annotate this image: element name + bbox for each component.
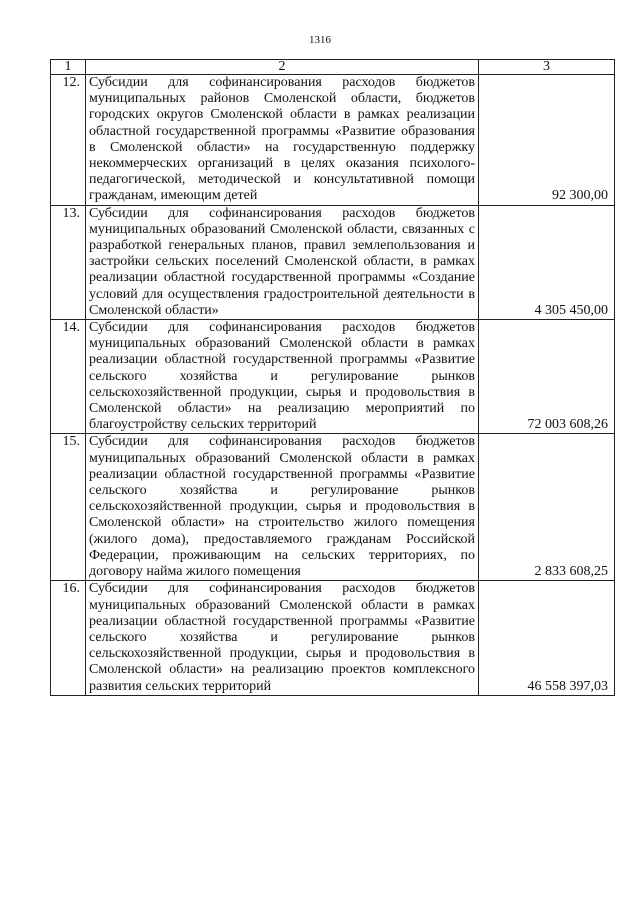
row-description: Субсидии для софинансирования расходов бюджетов муниципальных образований Смоленской области в рамках реализации областной государственной программы «Развитие сельского хозяйства и регулирование рынков сельскохозяйственной продукции, сырья и продовольствия в Смоленской области» на строительство жилого помещения (жилого дома), предоставляемого гражданам Российской Федерации, проживающим на сельских территориях, по договору найма жилого помещения [86, 434, 479, 581]
row-amount: 4 305 450,00 [479, 205, 615, 319]
row-description: Субсидии для софинансирования расходов бюджетов муниципальных районов Смоленской области, бюджетов городских округов Смоленской области в рамках реализации областной государственной программы «Развитие образования в Смоленской области» на государственную поддержку некоммерческих организаций в целях оказания психолого-педагогической, методической и консультативной помощи гражданам, имеющим детей [86, 75, 479, 206]
page-number: 1316 [309, 34, 331, 46]
row-description: Субсидии для софинансирования расходов бюджетов муниципальных образований Смоленской области в рамках реализации областной государственной программы «Развитие сельского хозяйства и регулирование рынков сельскохозяйственной продукции, сырья и продовольствия в Смоленской области» на реализацию мероприятий по благоустройству сельских территорий [86, 320, 479, 434]
row-number: 13. [51, 205, 86, 319]
column-header-2: 2 [86, 60, 479, 75]
table-row [51, 581, 615, 695]
column-header-1: 1 [51, 60, 86, 75]
table-row [51, 320, 615, 434]
row-amount: 72 003 608,26 [479, 320, 615, 434]
row-number: 16. [51, 581, 86, 695]
row-amount: 92 300,00 [479, 75, 615, 206]
table-row [51, 75, 615, 206]
row-amount: 46 558 397,03 [479, 581, 615, 695]
table-header-row [51, 60, 615, 75]
table-row [51, 205, 615, 319]
row-description: Субсидии для софинансирования расходов бюджетов муниципальных образований Смоленской области, связанных с разработкой генеральных планов, правил землепользования и застройки сельских поселений Смоленской области, в рамках реализации областной государственной программы «Создание условий для осуществления градостроительной деятельности в Смоленской области» [86, 205, 479, 319]
row-number: 15. [51, 434, 86, 581]
table-row [51, 434, 615, 581]
row-number: 14. [51, 320, 86, 434]
column-header-3: 3 [479, 60, 615, 75]
row-description: Субсидии для софинансирования расходов бюджетов муниципальных образований Смоленской области в рамках реализации областной государственной программы «Развитие сельского хозяйства и регулирование рынков сельскохозяйственной продукции, сырья и продовольствия в Смоленской области» на реализацию проектов комплексного развития сельских территорий [86, 581, 479, 695]
subsidy-table [50, 59, 615, 696]
row-number: 12. [51, 75, 86, 206]
row-amount: 2 833 608,25 [479, 434, 615, 581]
